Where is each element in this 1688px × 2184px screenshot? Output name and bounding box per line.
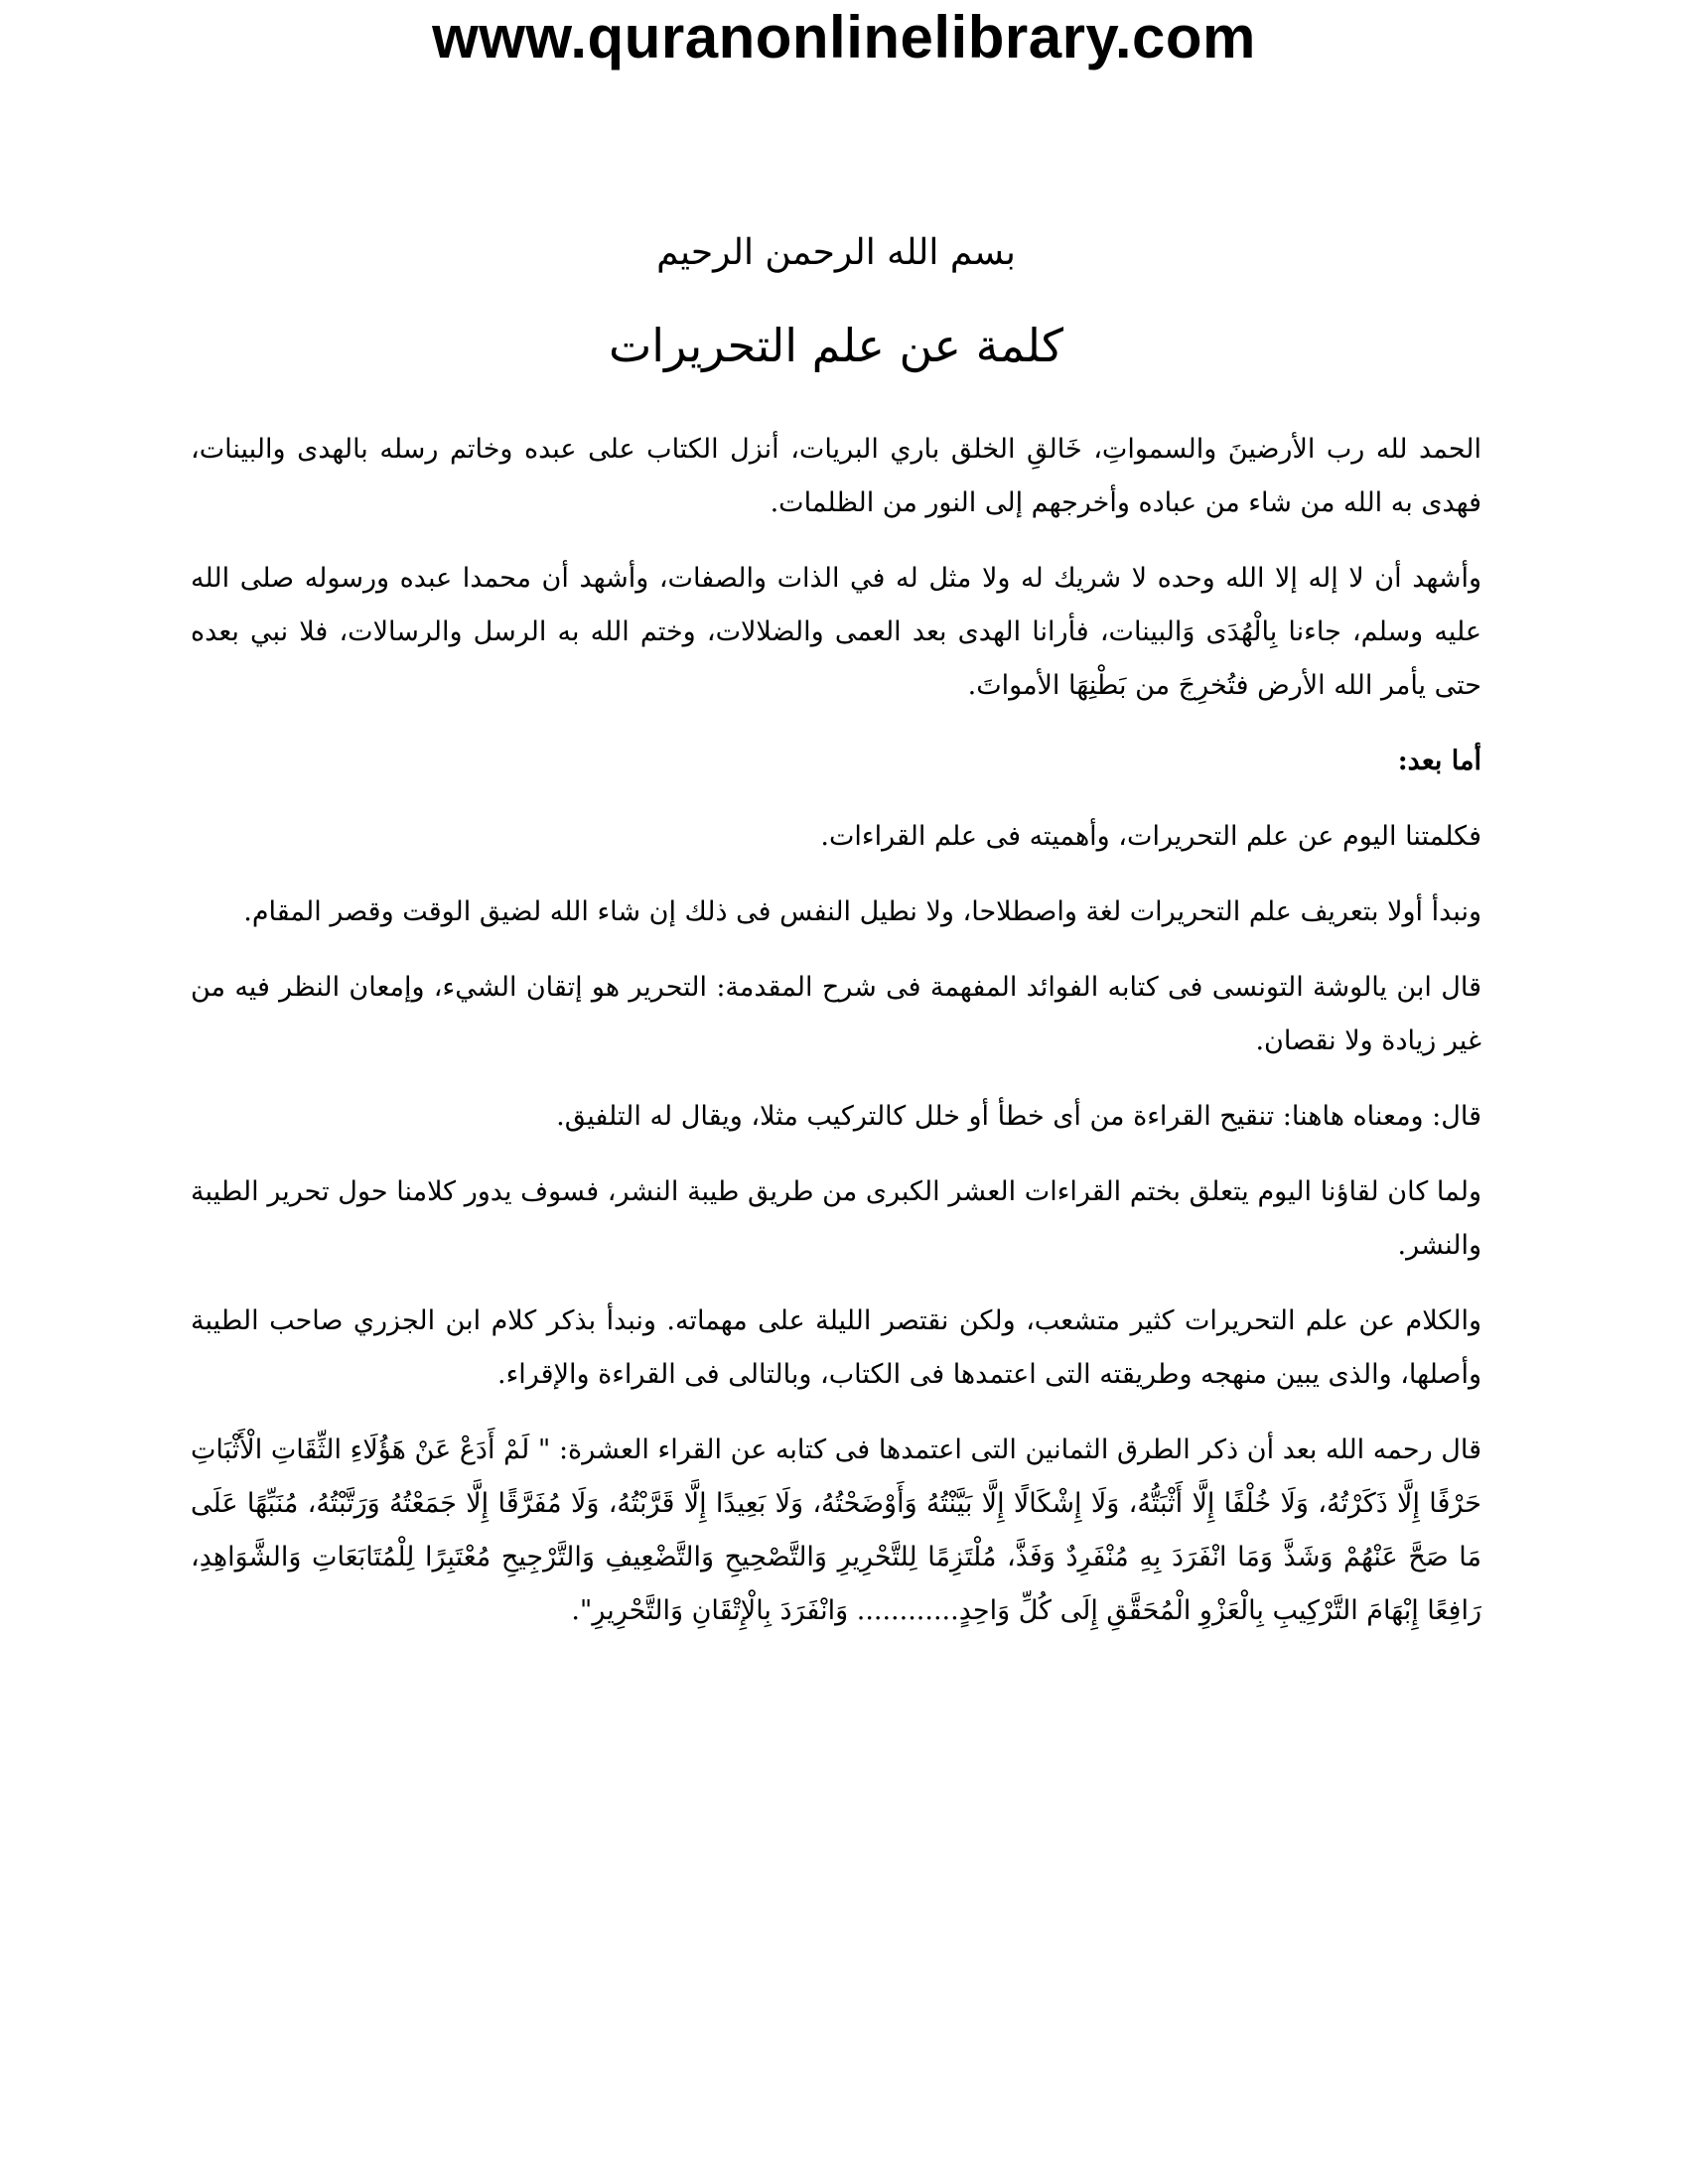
- document-body: [191, 179, 1481, 1660]
- basmala: بسم الله الرحمن الرحيم: [656, 232, 1016, 273]
- page-title: كلمة عن علم التحريرات: [608, 319, 1064, 372]
- paragraph-definition-intro: ونبدأ أولا بتعريف علم التحريرات لغة واصطلاحا، ولا نطيل النفس فى ذلك إن شاء الله لضيق الوقت وقصر المقام.: [243, 896, 1481, 927]
- paragraph-occasion: ولما كان لقاؤنا اليوم يتعلق بختم القراءات العشر الكبرى من طريق طيبة النشر، فسوف يدور كلامنا حول تحرير الطيبة والنشر.: [191, 1176, 1481, 1261]
- site-url-header: www.quranonlinelibrary.com: [432, 4, 1256, 70]
- paragraph-testimony: وأشهد أن لا إله إلا الله وحده لا شريك له ولا مثل له في الذات والصفات، وأشهد أن محمدا عبده ورسوله صلى الله عليه وسلم، جاءنا بِالْهُدَى وَالبينات، فأرانا الهدى بعد العمى والضلالات، وختم الله به الرسل والرسالات، فلا نبي بعده حتى يأمر الله الأرض فتُخرِجَ من بَطْنِهَا الأمواتَ.: [191, 563, 1481, 701]
- paragraph-quote: قال رحمه الله بعد أن ذكر الطرق الثمانين التى اعتمدها فى كتابه عن القراء العشرة: " لَمْ أَدَعْ عَنْ هَؤُلَاءِ الثِّقَاتِ الْأَثْبَاتِ حَرْفًا إِلَّا ذَكَرْتُهُ، وَلَا خُلْفًا إِلَّا أَثْبَتُّهُ، وَلَا إِشْكَالًا إِلَّا بَيَّنْتُهُ وَأَوْضَحْتُهُ، وَلَا بَعِيدًا إِلَّا قَرَّبْتُهُ، وَلَا مُفَرَّقًا إِلَّا جَمَعْتُهُ وَرَتَّبْتُهُ، مُنَبِّهًا عَلَى مَا صَحَّ عَنْهُمْ وَشَذَّ وَمَا انْفَرَدَ بِهِ مُنْفَرِدٌ وَفَذَّ، مُلْتَزِمًا لِلتَّحْرِيرِ وَالتَّصْحِيحِ وَالتَّضْعِيفِ وَالتَّرْجِيحِ مُعْتَبِرًا لِلْمُتَابَعَاتِ وَالشَّوَاهِدِ، رَافِعًا إِبْهَامَ التَّرْكِيبِ بِالْعَزْوِ الْمُحَقَّقِ إِلَى كُلِّ وَاحِدٍ............ وَانْفَرَدَ بِالْإِتْقَانِ وَالتَّحْرِيرِ".: [191, 1434, 1481, 1626]
- paragraph-praise: الحمد لله رب الأرضينَ والسمواتِ، خَالقِ الخلق باري البريات، أنزل الكتاب على عبده وخاتم رسله بالهدى والبينات، فهدى به الله من شاء من عباده وأخرجهم إلى النور من الظلمات.: [191, 434, 1481, 518]
- paragraph-ibn-jazari: والكلام عن علم التحريرات كثير متشعب، ولكن نقتصر الليلة على مهماته. ونبدأ بذكر كلام ابن الجزري صاحب الطيبة وأصلها، والذى يبين منهجه وطريقته التى اعتمدها فى الكتاب، وبالتالى فى القراءة والإقراء.: [191, 1305, 1481, 1390]
- paragraph-definition: قال ابن يالوشة التونسى فى كتابه الفوائد المفهمة فى شرح المقدمة: التحرير هو إتقان الشيء، وإمعان النظر فيه من غير زيادة ولا نقصان.: [191, 972, 1481, 1056]
- section-heading: أما بعد:: [1397, 746, 1481, 776]
- paragraph-meaning: قال: ومعناه هاهنا: تنقيح القراءة من أى خطأ أو خلل كالتركيب مثلا، ويقال له التلفيق.: [556, 1101, 1481, 1132]
- paragraph-topic: فكلمتنا اليوم عن علم التحريرات، وأهميته فى علم القراءات.: [820, 821, 1481, 852]
